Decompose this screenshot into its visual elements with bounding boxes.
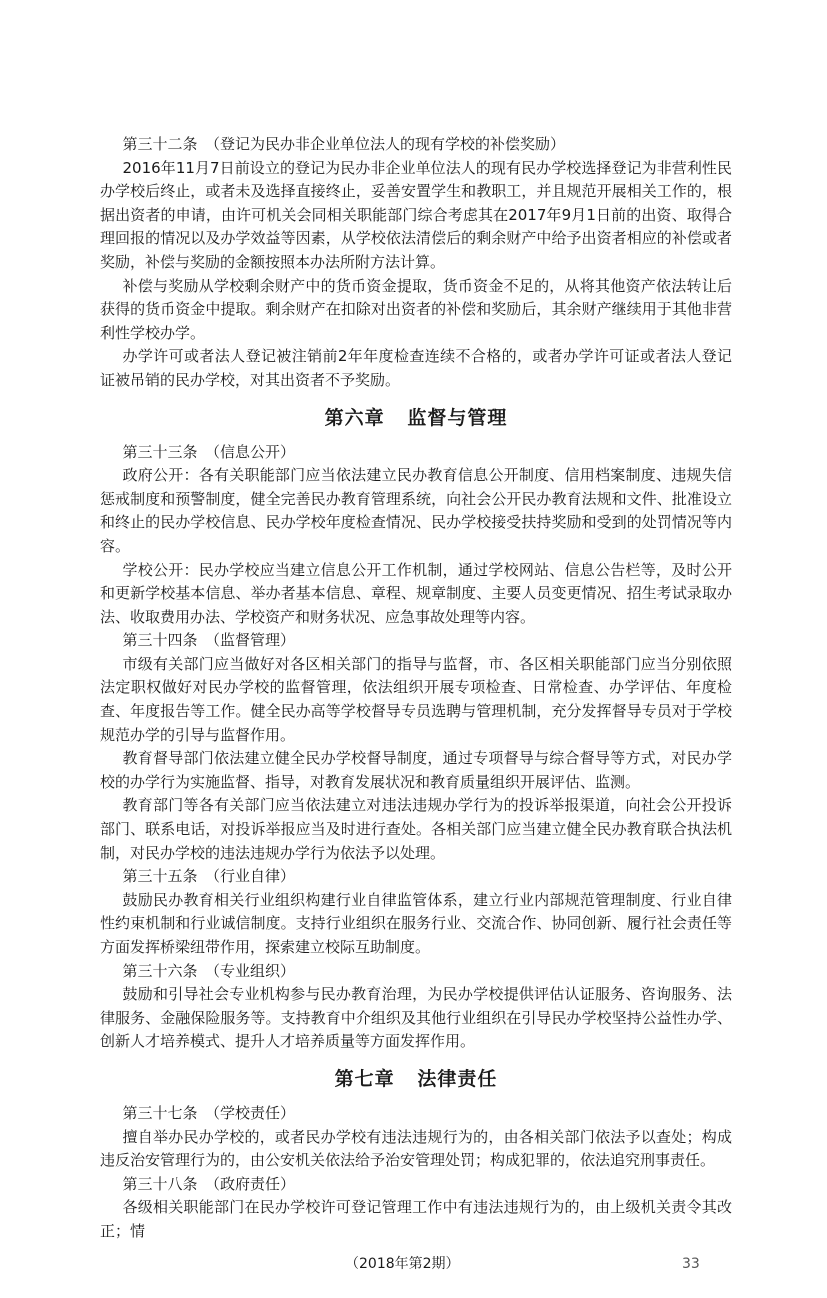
paragraph: 鼓励和引导社会专业机构参与民办教育治理，为民办学校提供评估认证服务、咨询服务、法律服务、金融保险服务等。支持教育中介组织及其他行业组织在引导民办学校坚持公益性办学、创新人才培养模式、提升人才培养质量等方面发挥作用。 — [100, 985, 732, 1051]
article-heading: 第三十三条 （信息公开） — [122, 442, 296, 461]
paragraph: 鼓励民办教育相关行业组织构建行业自律监管体系，建立行业内部规范管理制度、行业自律性约束机制和行业诚信制度。支持行业组织在服务行业、交流合作、协同创新、履行社会责任等方面发挥桥梁纽带作用，探索建立校际互助制度。 — [100, 890, 732, 956]
paragraph: 教育部门等各有关部门应当依法建立对违法违规办学行为的投诉举报渠道，向社会公开投诉部门、联系电话，对投诉举报应当及时进行查处。各相关部门应当建立健全民办教育联合执法机制，对民办学校的违法违规办学行为依法予以处理。 — [100, 796, 732, 862]
chapter-heading — [100, 405, 732, 431]
document-body — [100, 0, 732, 1244]
article-heading: 第三十五条 （行业自律） — [122, 867, 296, 886]
issue-label: （2018年第2期） — [345, 1255, 460, 1272]
paragraph: 擅自举办民办学校的，或者民办学校有违法违规行为的，由各相关部门依法予以查处；构成违反治安管理行为的，由公安机关依法给予治安管理处罚；构成犯罪的，依法追究刑事责任。 — [100, 1127, 732, 1170]
article-heading: 第三十四条 （监督管理） — [122, 631, 296, 650]
chapter-title: 监督与管理 — [407, 406, 508, 429]
chapter-number: 第六章 — [324, 406, 385, 429]
page-number: 33 — [682, 1255, 700, 1272]
page-footer — [100, 1254, 732, 1298]
chapter-heading — [100, 1066, 732, 1092]
paragraph: 办学许可或者法人登记被注销前2年年度检查连续不合格的，或者办学许可证或者法人登记证被吊销的民办学校，对其出资者不予奖励。 — [100, 347, 732, 389]
paragraph: 2016年11月7日前设立的登记为民办非企业单位法人的现有民办学校选择登记为非营利性民办学校后终止，或者未及选择直接终止，妥善安置学生和教职工，并且规范开展相关工作的，根据出资者的申请，由许可机关会同相关职能部门综合考虑其在2017年9月1日前的出资、取得合理回报的情况以及办学效益等因素，从学校依法清偿后的剩余财产中给予出资者相应的补偿或者奖励，补偿与奖励的金额按照本办法所附方法计算。 — [100, 158, 732, 271]
paragraph: 各级相关职能部门在民办学校许可登记管理工作中有违法违规行为的，由上级机关责令其改正；情 — [100, 1198, 732, 1240]
chapter-title: 法律责任 — [417, 1067, 498, 1090]
article-heading: 第三十二条 （登记为民办非企业单位法人的现有学校的补偿奖励） — [122, 135, 566, 153]
chapter-number: 第七章 — [334, 1067, 395, 1090]
article-heading: 第三十七条 （学校责任） — [122, 1103, 296, 1122]
paragraph: 市级有关部门应当做好对各区相关部门的指导与监督，市、各区相关职能部门应当分别依照法定职权做好对民办学校的监督管理，依法组织开展专项检查、日常检查、办学评估、年度检查、年度报告等工作。健全民办高等学校督导专员选聘与管理机制，充分发挥督导专员对于学校规范办学的引导与监督作用。 — [100, 654, 732, 744]
article-heading: 第三十六条 （专业组织） — [122, 961, 296, 980]
paragraph: 教育督导部门依法建立健全民办学校督导制度，通过专项督导与综合督导等方式，对民办学校的办学行为实施监督、指导，对教育发展状况和教育质量组织开展评估、监测。 — [100, 749, 732, 791]
paragraph: 补偿与奖励从学校剩余财产中的货币资金提取，货币资金不足的，从将其他资产依法转让后获得的货币资金中提取。剩余财产在扣除对出资者的补偿和奖励后，其余财产继续用于其他非营利性学校办学。 — [100, 276, 732, 342]
article-heading: 第三十八条 （政府责任） — [122, 1174, 296, 1193]
paragraph: 学校公开：民办学校应当建立信息公开工作机制，通过学校网站、信息公告栏等，及时公开和更新学校基本信息、举办者基本信息、章程、规章制度、主要人员变更情况、招生考试录取办法、收取费用办法、学校资产和财务状况、应急事故处理等内容。 — [100, 560, 732, 626]
paragraph: 政府公开：各有关职能部门应当依法建立民办教育信息公开制度、信用档案制度、违规失信惩戒制度和预警制度，健全完善民办教育管理系统，向社会公开民办教育法规和文件、批准设立和终止的民办学校信息、民办学校年度检查情况、民办学校接受扶持奖励和受到的处罚情况等内容。 — [100, 466, 732, 555]
